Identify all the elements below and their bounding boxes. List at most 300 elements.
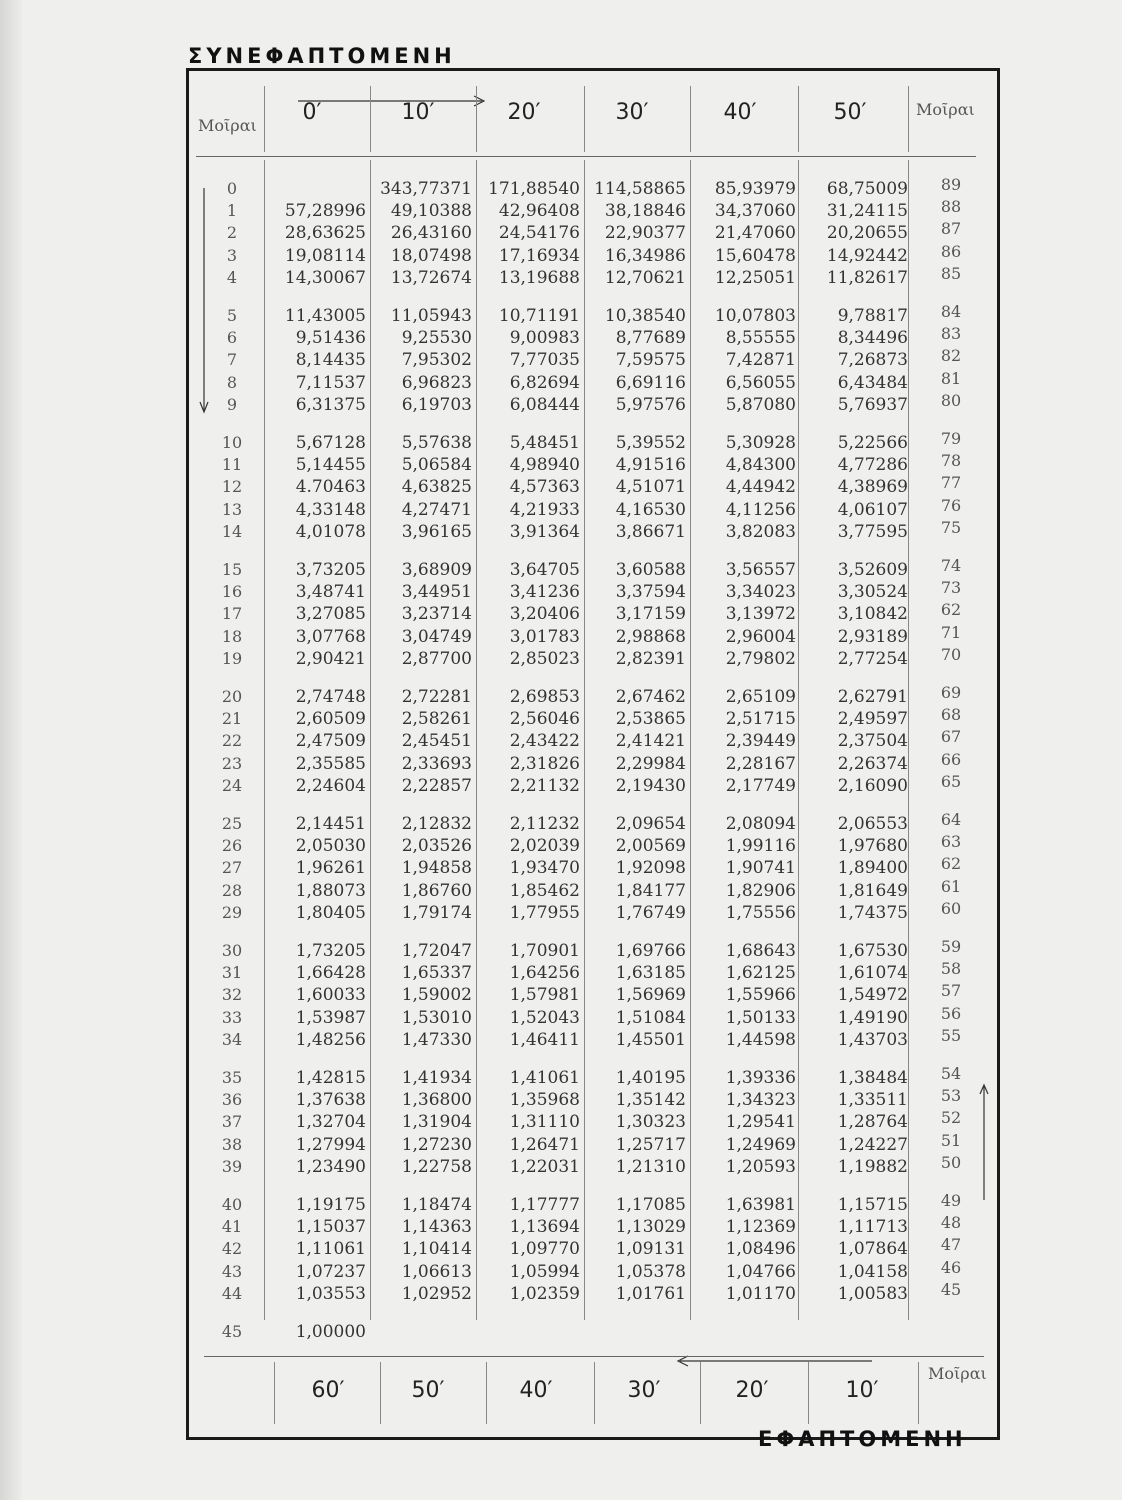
table-cell: 2,16090	[837, 775, 908, 796]
table-cell: 1,23490	[295, 1156, 366, 1177]
row-degree: 38	[221, 1134, 243, 1154]
row-complement-degree: 47	[940, 1235, 962, 1255]
table-cell: 22,90377	[604, 223, 686, 244]
table-cell: 2,45451	[401, 731, 472, 752]
table-cell: 2,19430	[615, 775, 686, 796]
table-cell: 1,96261	[295, 858, 366, 879]
table-cell: 2,17749	[725, 775, 796, 796]
header-minute-3: 30′	[615, 100, 649, 125]
table-cell: 1,39336	[725, 1068, 796, 1088]
table-cell: 1,57981	[509, 985, 580, 1006]
row-degree: 22	[221, 731, 243, 751]
table-cell: 1,85462	[509, 880, 580, 901]
row-degree: 15	[221, 560, 243, 579]
table-cell: 1,99116	[725, 836, 796, 857]
table-cell: 6,82694	[509, 372, 580, 393]
table-cell: 11,82617	[826, 267, 908, 288]
table-cell: 3,64705	[509, 560, 580, 580]
table-cell: 4,33148	[295, 499, 366, 520]
table-cell: 7,42871	[725, 350, 796, 371]
row-complement-degree: 87	[940, 219, 962, 239]
table-cell: 8,77689	[615, 328, 686, 349]
table-cell: 20,20655	[826, 223, 908, 244]
table-cell: 14,30067	[284, 267, 366, 288]
table-cell: 3,41236	[509, 582, 580, 603]
table-cell: 4,21933	[509, 499, 580, 520]
row-degree: 12	[221, 477, 243, 497]
row-complement-degree: 70	[940, 644, 962, 664]
table-cell: 1,38484	[837, 1068, 908, 1088]
table-cell: 2,79802	[725, 648, 796, 669]
table-cell: 2,43422	[509, 731, 580, 752]
table-cell: 15,60478	[714, 245, 796, 266]
row-complement-degree: 46	[940, 1257, 962, 1277]
table-cell: 1,92098	[615, 858, 686, 879]
table-cell: 2,62791	[837, 687, 908, 707]
row-degree: 10	[221, 433, 243, 452]
row-complement-degree: 86	[940, 241, 962, 261]
table-cell: 3,34023	[725, 582, 796, 603]
table-cell: 4,27471	[401, 499, 472, 520]
row-complement-degree: 83	[940, 324, 962, 344]
table-cell: 1,66428	[295, 963, 366, 984]
table-cell: 4,11256	[725, 499, 796, 520]
table-cell: 5,06584	[401, 455, 472, 476]
column-rule-header-2	[476, 86, 477, 152]
page-edge	[0, 0, 22, 1500]
table-cell: 6,08444	[509, 394, 580, 415]
table-cell: 1,94858	[401, 858, 472, 879]
table-cell: 1,13029	[615, 1217, 686, 1238]
table-cell: 3,60588	[615, 560, 686, 580]
row-complement-degree: 48	[940, 1213, 962, 1233]
row-complement-degree: 80	[940, 390, 962, 410]
row-complement-degree: 62	[940, 600, 962, 620]
table-cell: 7,11537	[295, 372, 366, 393]
table-cell: 1,06613	[401, 1261, 472, 1282]
table-cell: 1,12369	[725, 1217, 796, 1238]
row-complement-degree: 81	[940, 368, 962, 388]
table-cell: 4,63825	[401, 477, 472, 498]
table-cell: 4,44942	[725, 477, 796, 498]
table-cell: 1,19175	[295, 1195, 366, 1215]
table-cell: 5,97576	[615, 394, 686, 415]
table-cell: 5,67128	[295, 433, 366, 453]
table-cell: 1,42815	[295, 1068, 366, 1088]
table-cell: 2,14451	[295, 814, 366, 834]
table-cell: 3,82083	[725, 521, 796, 542]
table-cell: 1,03553	[295, 1283, 366, 1304]
table-cell: 1,65337	[401, 963, 472, 984]
table-cell: 3,30524	[837, 582, 908, 603]
row-complement-degree: 65	[940, 771, 962, 791]
table-cell: 1,00000	[295, 1322, 366, 1342]
row-degree: 35	[221, 1068, 243, 1087]
column-rule-header-1	[370, 86, 371, 152]
footer-minute-5: 10′	[845, 1378, 879, 1403]
row-complement-degree: 67	[940, 727, 962, 747]
table-cell: 1,04158	[837, 1261, 908, 1282]
table-cell: 2,56046	[509, 709, 580, 730]
table-cell: 1,26471	[509, 1134, 580, 1155]
row-complement-degree: 64	[940, 810, 962, 829]
table-cell: 1,02952	[401, 1283, 472, 1304]
row-degree: 16	[221, 582, 243, 602]
table-cell: 2,35585	[295, 753, 366, 774]
table-cell: 5,87080	[725, 394, 796, 415]
table-cell: 2,49597	[837, 709, 908, 730]
table-cell: 18,07498	[390, 245, 472, 266]
table-cell: 3,52609	[837, 560, 908, 580]
table-cell: 5,57638	[401, 433, 472, 453]
table-cell: 3,01783	[509, 626, 580, 647]
row-degree: 0	[226, 179, 238, 198]
table-cell: 1,30323	[615, 1112, 686, 1133]
table-cell: 38,18846	[604, 201, 686, 222]
table-cell: 1,22031	[509, 1156, 580, 1177]
table-cell: 8,14435	[295, 350, 366, 371]
table-cell: 1,86760	[401, 880, 472, 901]
table-cell: 1,35968	[509, 1090, 580, 1111]
column-rule-header-3	[584, 86, 585, 152]
table-cell: 1,45501	[615, 1029, 686, 1050]
row-degree: 45	[221, 1322, 243, 1341]
table-cell: 5,30928	[725, 433, 796, 453]
table-cell: 4,01078	[295, 521, 366, 542]
table-cell: 1,36800	[401, 1090, 472, 1111]
table-cell: 9,51436	[295, 328, 366, 349]
table-cell: 1,05994	[509, 1261, 580, 1282]
arrow-left-icon	[674, 1352, 876, 1372]
table-cell: 2,26374	[837, 753, 908, 774]
row-degree: 20	[221, 687, 243, 706]
table-cell: 1,40195	[615, 1068, 686, 1088]
row-complement-degree: 78	[940, 451, 962, 471]
column-rule-footer-4	[700, 1362, 701, 1424]
row-degree: 6	[226, 328, 238, 348]
column-rule-footer-0	[274, 1362, 275, 1424]
table-cell: 1,64256	[509, 963, 580, 984]
table-cell: 3,17159	[615, 604, 686, 625]
table-cell: 2,03526	[401, 836, 472, 857]
header-minute-1: 10′	[401, 100, 435, 125]
table-cell: 4,06107	[837, 499, 908, 520]
row-complement-degree: 77	[940, 473, 962, 493]
footer-degrees-label: Μοῖραι	[928, 1364, 987, 1383]
table-cell: 12,70621	[604, 267, 686, 288]
table-cell: 1,54972	[837, 985, 908, 1006]
table-cell: 2,69853	[509, 687, 580, 707]
row-complement-degree: 50	[940, 1152, 962, 1172]
column-rule-footer-3	[594, 1362, 595, 1424]
table-cell: 2,29984	[615, 753, 686, 774]
table-cell: 1,51084	[615, 1007, 686, 1028]
table-cell: 2,22857	[401, 775, 472, 796]
row-complement-degree: 88	[940, 197, 962, 217]
row-complement-degree: 89	[940, 175, 962, 194]
row-degree: 13	[221, 499, 243, 519]
table-cell: 1,22758	[401, 1156, 472, 1177]
table-cell: 3,20406	[509, 604, 580, 625]
row-degree: 9	[226, 394, 238, 414]
table-cell: 1,04766	[725, 1261, 796, 1282]
table-cell: 2,74748	[295, 687, 366, 707]
row-degree: 23	[221, 753, 243, 773]
table-cell: 1,88073	[295, 880, 366, 901]
table-cell: 11,05943	[390, 306, 472, 326]
table-cell: 1,56969	[615, 985, 686, 1006]
table-cell: 2,02039	[509, 836, 580, 857]
table-cell: 1,14363	[401, 1217, 472, 1238]
table-cell: 1,31110	[509, 1112, 580, 1133]
header-minute-5: 50′	[833, 100, 867, 125]
table-cell: 2,87700	[401, 648, 472, 669]
footer-minute-0: 60′	[311, 1378, 345, 1403]
row-degree: 4	[226, 267, 238, 287]
table-cell: 9,00983	[509, 328, 580, 349]
table-cell: 1,63185	[615, 963, 686, 984]
row-degree: 32	[221, 985, 243, 1005]
table-cell: 2,58261	[401, 709, 472, 730]
table-cell: 2,65109	[725, 687, 796, 707]
table-cell: 6,69116	[615, 372, 686, 393]
table-cell: 1,15037	[295, 1217, 366, 1238]
table-cell: 1,19882	[837, 1156, 908, 1177]
table-cell: 1,29541	[725, 1112, 796, 1133]
table-cell: 24,54176	[498, 223, 580, 244]
table-cell: 6,43484	[837, 372, 908, 393]
table-cell: 1,67530	[837, 941, 908, 961]
table-cell: 1,17085	[615, 1195, 686, 1215]
footer-minute-2: 40′	[519, 1378, 553, 1403]
row-complement-degree: 57	[940, 981, 962, 1001]
header-minute-2: 20′	[507, 100, 541, 125]
table-cell: 13,19688	[498, 267, 580, 288]
table-cell: 1,43703	[837, 1029, 908, 1050]
table-cell: 4,98940	[509, 455, 580, 476]
row-degree: 34	[221, 1029, 243, 1049]
table-cell: 2,08094	[725, 814, 796, 834]
table-cell: 1,61074	[837, 963, 908, 984]
table-cell: 1,28764	[837, 1112, 908, 1133]
table-cell: 57,28996	[284, 201, 366, 222]
table-cell: 1,18474	[401, 1195, 472, 1215]
table-cell: 1,70901	[509, 941, 580, 961]
table-cell: 26,43160	[390, 223, 472, 244]
table-cell: 1,31904	[401, 1112, 472, 1133]
table-cell: 3,96165	[401, 521, 472, 542]
table-cell: 2,33693	[401, 753, 472, 774]
table-cell: 3,86671	[615, 521, 686, 542]
table-cell: 1,20593	[725, 1156, 796, 1177]
table-cell: 1,97680	[837, 836, 908, 857]
table-cell: 2,21132	[509, 775, 580, 796]
table-cell: 4,77286	[837, 455, 908, 476]
table-cell: 21,47060	[714, 223, 796, 244]
arrow-right-icon	[298, 92, 490, 112]
table-cell: 28,63625	[284, 223, 366, 244]
table-cell: 1,11061	[295, 1239, 366, 1260]
table-cell: 4,57363	[509, 477, 580, 498]
table-cell: 3,73205	[295, 560, 366, 580]
table-cell: 68,75009	[826, 179, 908, 199]
table-cell: 4,84300	[725, 455, 796, 476]
table-cell: 2,28167	[725, 753, 796, 774]
row-degree: 42	[221, 1239, 243, 1259]
table-cell: 42,96408	[498, 201, 580, 222]
row-complement-degree: 63	[940, 832, 962, 852]
table-cell: 2,11232	[509, 814, 580, 834]
row-degree: 27	[221, 858, 243, 878]
table-cell: 5,48451	[509, 433, 580, 453]
header-degrees-label-left: Μοῖραι	[198, 116, 257, 135]
table-cell: 6,31375	[295, 394, 366, 415]
row-degree: 39	[221, 1156, 243, 1176]
row-complement-degree: 73	[940, 578, 962, 598]
row-complement-degree: 58	[940, 959, 962, 979]
table-cell: 1,41934	[401, 1068, 472, 1088]
row-degree: 21	[221, 709, 243, 729]
table-cell: 1,49190	[837, 1007, 908, 1028]
row-degree: 44	[221, 1283, 243, 1303]
table-cell: 4,38969	[837, 477, 908, 498]
table-cell: 2,85023	[509, 648, 580, 669]
row-complement-degree: 66	[940, 749, 962, 769]
arrow-down-icon	[198, 186, 210, 420]
header-minute-0: 0′	[302, 100, 322, 125]
table-cell: 1,27230	[401, 1134, 472, 1155]
row-degree: 7	[226, 350, 238, 370]
table-cell: 9,78817	[837, 306, 908, 326]
table-cell: 2,41421	[615, 731, 686, 752]
row-complement-degree: 68	[940, 705, 962, 725]
table-cell: 3,10842	[837, 604, 908, 625]
row-complement-degree: 75	[940, 517, 962, 537]
table-cell: 3,37594	[615, 582, 686, 603]
table-cell: 34,37060	[714, 201, 796, 222]
table-cell: 1,01170	[725, 1283, 796, 1304]
footer-minute-1: 50′	[411, 1378, 445, 1403]
table-cell: 16,34986	[604, 245, 686, 266]
table-cell: 1,47330	[401, 1029, 472, 1050]
table-cell: 6,19703	[401, 394, 472, 415]
row-degree: 8	[226, 372, 238, 392]
arrow-up-icon	[978, 1082, 990, 1206]
table-cell: 1,80405	[295, 902, 366, 923]
column-rule-header-4	[690, 86, 691, 152]
table-cell: 2,96004	[725, 626, 796, 647]
table-cell: 2,06553	[837, 814, 908, 834]
table-cell: 1,76749	[615, 902, 686, 923]
table-cell: 1,53987	[295, 1007, 366, 1028]
table-cell: 1,55966	[725, 985, 796, 1006]
table-cell: 1,09770	[509, 1239, 580, 1260]
table-cell: 3,04749	[401, 626, 472, 647]
table-cell: 2,72281	[401, 687, 472, 707]
row-complement-degree: 54	[940, 1064, 962, 1083]
table-cell: 2,09654	[615, 814, 686, 834]
table-cell: 17,16934	[498, 245, 580, 266]
table-cell: 2,00569	[615, 836, 686, 857]
table-cell: 1,68643	[725, 941, 796, 961]
table-cell: 1,72047	[401, 941, 472, 961]
table-cell: 7,26873	[837, 350, 908, 371]
table-cell: 8,55555	[725, 328, 796, 349]
table-cell: 1,21310	[615, 1156, 686, 1177]
row-complement-degree: 62	[940, 854, 962, 874]
row-degree: 17	[221, 604, 243, 624]
row-complement-degree: 52	[940, 1108, 962, 1128]
footer-minute-4: 20′	[735, 1378, 769, 1403]
table-cell: 2,82391	[615, 648, 686, 669]
table-cell: 1,24227	[837, 1134, 908, 1155]
table-cell: 1,74375	[837, 902, 908, 923]
table-cell: 1,77955	[509, 902, 580, 923]
table-cell: 1,34323	[725, 1090, 796, 1111]
table-cell: 2,37504	[837, 731, 908, 752]
table-cell: 2,93189	[837, 626, 908, 647]
table-cell: 1,13694	[509, 1217, 580, 1238]
table-cell: 171,88540	[488, 179, 580, 199]
table-cell: 10,71191	[498, 306, 580, 326]
row-complement-degree: 84	[940, 302, 962, 321]
table-cell: 3,27085	[295, 604, 366, 625]
row-degree: 26	[221, 836, 243, 856]
row-complement-degree: 85	[940, 263, 962, 283]
table-cell: 2,47509	[295, 731, 366, 752]
table-cell: 1,50133	[725, 1007, 796, 1028]
table-cell: 4,91516	[615, 455, 686, 476]
table-cell: 3,56557	[725, 560, 796, 580]
row-complement-degree: 82	[940, 346, 962, 366]
column-rule-footer-1	[380, 1362, 381, 1424]
table-cell: 1,82906	[725, 880, 796, 901]
row-complement-degree: 71	[940, 622, 962, 642]
table-cell: 1,08496	[725, 1239, 796, 1260]
table-cell: 7,59575	[615, 350, 686, 371]
table-cell: 1,15715	[837, 1195, 908, 1215]
row-degree: 28	[221, 880, 243, 900]
table-cell: 12,25051	[714, 267, 796, 288]
row-degree: 1	[226, 201, 238, 221]
row-complement-degree: 55	[940, 1025, 962, 1045]
table-cell: 1,37638	[295, 1090, 366, 1111]
table-cell: 1,07237	[295, 1261, 366, 1282]
table-cell: 3,23714	[401, 604, 472, 625]
table-cell: 1,01761	[615, 1283, 686, 1304]
table-cell: 1,52043	[509, 1007, 580, 1028]
table-cell: 1,84177	[615, 880, 686, 901]
table-cell: 4.70463	[295, 477, 366, 498]
column-rule-header-6	[908, 86, 909, 152]
table-cell: 5,39552	[615, 433, 686, 453]
table-cell: 2,60509	[295, 709, 366, 730]
table-cell: 4,16530	[615, 499, 686, 520]
row-degree: 2	[226, 223, 238, 243]
row-degree: 40	[221, 1195, 243, 1214]
table-cell: 1,17777	[509, 1195, 580, 1215]
table-cell: 1,11713	[837, 1217, 908, 1238]
column-rule-footer-2	[486, 1362, 487, 1424]
table-cell: 114,58865	[594, 179, 686, 199]
table-cell: 3,13972	[725, 604, 796, 625]
row-degree: 3	[226, 245, 238, 265]
table-cell: 1,60033	[295, 985, 366, 1006]
table-cell: 13,72674	[390, 267, 472, 288]
row-complement-degree: 69	[940, 683, 962, 702]
header-rule	[196, 156, 976, 157]
column-rule-footer-5	[808, 1362, 809, 1424]
